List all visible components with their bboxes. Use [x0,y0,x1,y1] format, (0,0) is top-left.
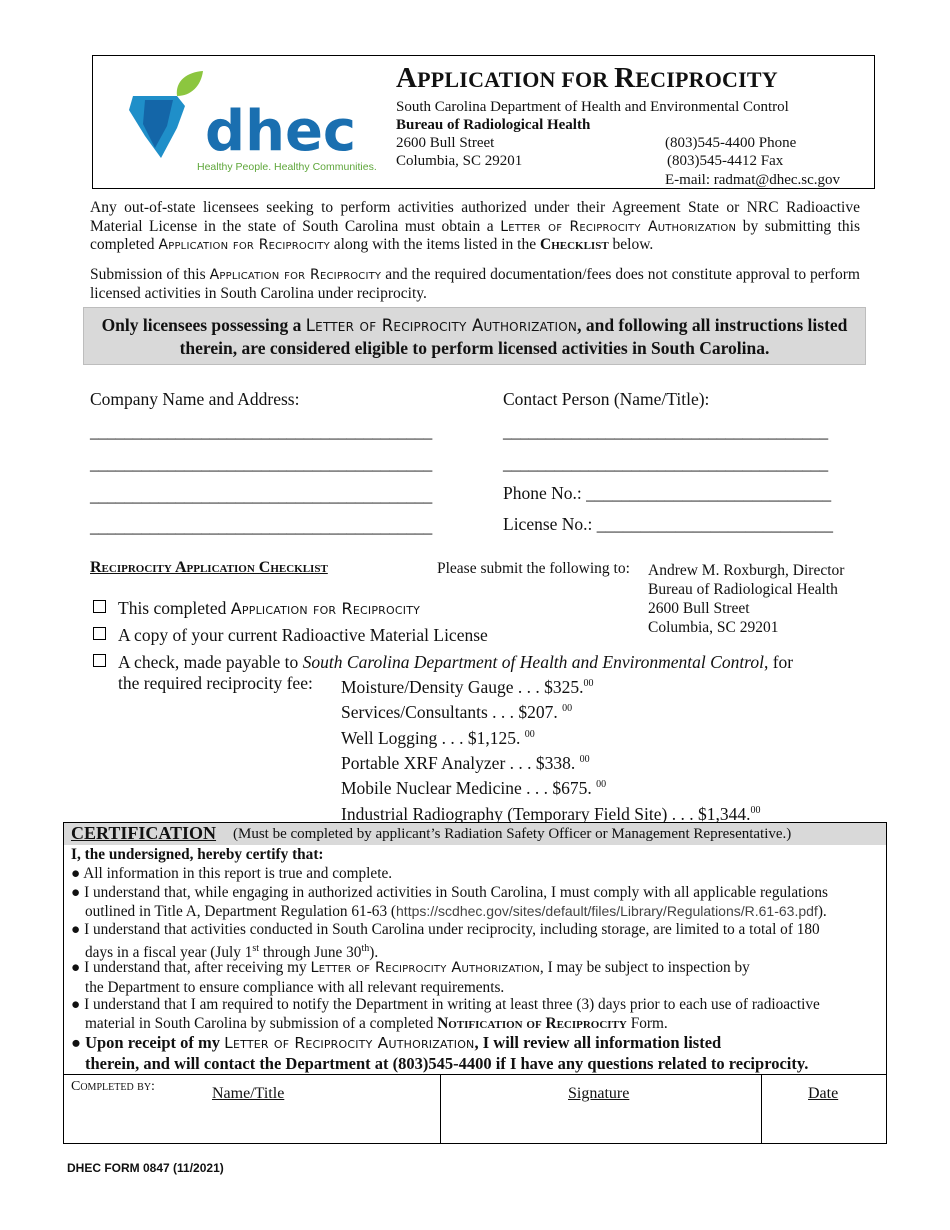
cert-item-2: ● I understand that, while engaging in authorized activities in South Carolina, I must comply with all applicable regulations outlined in Title A, Department Regulation 61-63 (https://scdhec.gov/sites/default/files/Library/Regulations/R.61-63.pdf). [71,884,828,920]
checklist-heading: Reciprocity Application Checklist [90,559,328,576]
fee-industrial-radiography: Industrial Radiography (Temporary Field Site) . . . $1,344.00 [341,803,761,824]
form-title: APPLICATION FOR RECIPROCITY [396,62,778,94]
license-field[interactable]: License No.: ___________________________ [503,514,834,534]
fee-list [341,673,760,825]
checklist-item-license[interactable]: A copy of your current Radioactive Material License [93,625,488,646]
company-label: Company Name and Address: [90,389,300,409]
signature-divider [440,1074,441,1144]
dhec-logo [115,66,377,174]
name-title-column[interactable]: Name/Title [212,1085,285,1102]
regulation-link[interactable]: https://scdhec.gov/sites/default/files/Library/Regulations/R.61-63.pdf [396,903,818,919]
cert-item-3: ● I understand that activities conducted in South Carolina under reciprocity, including storage, are limited to a total of 180 days in a fiscal year (July 1st through June 30th). [71,921,820,962]
eligibility-notice: Only licensees possessing a Letter of Reciprocity Authorization, and following all instructions listed therein, are considered eligible to perform licensed activities in South Carolina. [83,307,866,365]
contact-line-1[interactable]: ______________________________________ [503,421,828,441]
certification-note: (Must be completed by applicant’s Radiation Safety Officer or Management Representative.) [233,826,792,842]
svg-text:Healthy People. Healthy Commun: Healthy People. Healthy Communities. [197,161,377,173]
completed-by-label: Completed by: [71,1079,155,1094]
contact-label: Contact Person (Name/Title): [503,389,710,409]
checkbox-icon[interactable] [93,654,106,667]
signature-table [63,1074,887,1145]
submit-to-label: Please submit the following to: [437,560,630,577]
company-line-4[interactable]: ________________________________________ [90,516,433,536]
intro-paragraph-2: Submission of this Application for Reciprocity and the required documentation/fees does not constitute approval to perform licensed activities in South Carolina under reciprocity. [90,266,860,302]
certification-heading: CERTIFICATION [71,823,217,843]
svg-text:dhec: dhec [205,99,357,164]
signature-column[interactable]: Signature [568,1085,630,1102]
certification-lead: I, the undersigned, hereby certify that: [71,846,324,863]
fee-well-logging: Well Logging . . . $1,125. $^{00}$ [341,727,535,748]
cert-item-6: ● Upon receipt of my Letter of Reciprocity Authorization, I will review all information listed therein, and will contact the Department at (803)545-4400 if I have any questions related to reciprocity. [71,1033,809,1073]
checkbox-icon[interactable] [93,600,106,613]
signature-divider [761,1074,762,1144]
submit-to-address: Andrew M. Roxburgh, Director Bureau of Radiological Health 2600 Bull Street Columbia, SC 29201 [648,562,845,636]
cert-item-5: ● I understand that I am required to notify the Department in writing at least three (3) days prior to each use of radioactive material in South Carolina by submission of a completed Notification of Reciprocity Form. [71,996,820,1032]
cert-item-1: ● All information in this report is true and complete. [71,865,393,882]
intro-paragraph-1: Any out-of-state licensees seeking to perform activities authorized under their Agreement State or NRC Radioactive Material License in the state of South Carolina must obtain a Letter of Reciprocity Authorization by submitting this completed Application for Reciprocity along with the items listed in the Checklist below. [90,199,860,253]
date-column[interactable]: Date [808,1085,839,1102]
bureau-name: Bureau of Radiological Health [396,117,591,133]
form-id: DHEC FORM 0847 (11/2021) [67,1161,224,1175]
fax-number: (803)545-4412 Fax [667,153,784,169]
cert-item-4: ● I understand that, after receiving my Letter of Reciprocity Authorization, I may be subject to inspection by the Department to ensure compliance with all relevant requirements. [71,959,750,996]
fee-services-consultants: Services/Consultants . . . $207. $^{00}$ [341,702,573,723]
checklist-item-check[interactable]: A check, made payable to South Carolina Department of Health and Environmental Control, for [93,652,853,673]
checkbox-icon[interactable] [93,627,106,640]
checklist-item-application[interactable]: This completed Application for Reciprocity [93,598,420,619]
fee-intro: the required reciprocity fee: [118,673,313,693]
street-address: 2600 Bull Street [396,135,495,151]
company-line-1[interactable]: ________________________________________ [90,421,433,441]
fee-mobile-nuclear: Mobile Nuclear Medicine . . . $675. $^{00}$ [341,778,607,799]
company-line-2[interactable]: ________________________________________ [90,453,433,473]
fee-moisture-density: Moisture/Density Gauge . . . $325.00 [341,676,594,697]
contact-line-2[interactable]: ______________________________________ [503,453,828,473]
agency-name: South Carolina Department of Health and Environmental Control [396,99,789,115]
phone-field[interactable]: Phone No.: ____________________________ [503,483,832,503]
city-address: Columbia, SC 29201 [396,153,523,169]
phone-number: (803)545-4400 Phone [665,135,797,151]
company-line-3[interactable]: ________________________________________ [90,485,433,505]
email-address: E-mail: radmat@dhec.sc.gov [665,172,841,188]
fee-portable-xrf: Portable XRF Analyzer . . . $338. $^{00}$ [341,752,590,773]
